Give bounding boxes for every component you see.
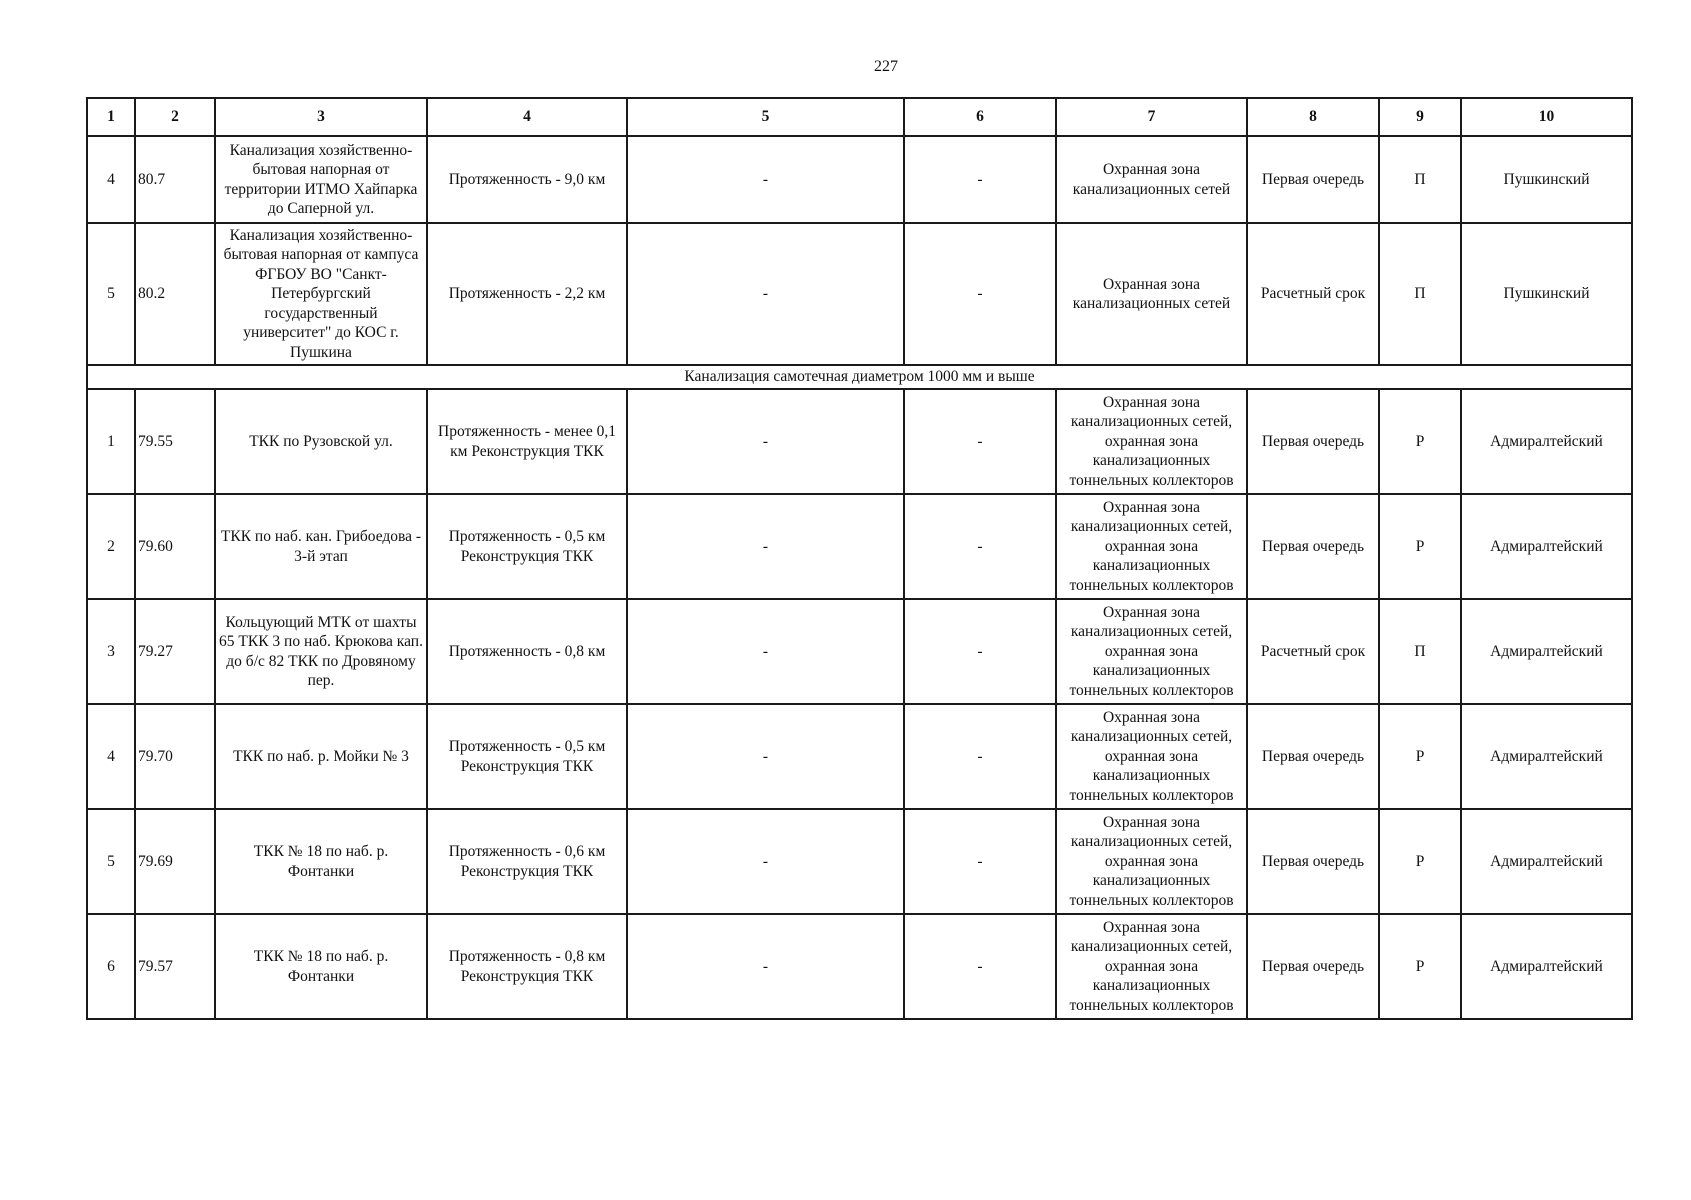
cell-col5: - xyxy=(627,599,904,704)
column-header: 5 xyxy=(627,98,904,136)
cell-type: Р xyxy=(1379,494,1461,599)
cell-col6: - xyxy=(904,389,1056,494)
cell-code: 79.60 xyxy=(135,494,215,599)
table-row xyxy=(87,809,1632,914)
cell-col5: - xyxy=(627,223,904,365)
cell-number: 5 xyxy=(87,809,135,914)
cell-protection-zone: Охранная зона канализационных сетей, охранная зона канализационных тоннельных коллекторов xyxy=(1056,914,1247,1019)
cell-term: Первая очередь xyxy=(1247,494,1379,599)
cell-object-name: ТКК № 18 по наб. р. Фонтанки xyxy=(215,809,427,914)
section-title: Канализация самотечная диаметром 1000 мм и выше xyxy=(87,365,1632,389)
cell-code: 79.55 xyxy=(135,389,215,494)
cell-object-name: Кольцующий МТК от шахты 65 ТКК 3 по наб. Крюкова кап. до б/с 82 ТКК по Дровяному пер. xyxy=(215,599,427,704)
cell-number: 6 xyxy=(87,914,135,1019)
cell-col6: - xyxy=(904,136,1056,223)
header-row xyxy=(87,98,1632,136)
column-header: 6 xyxy=(904,98,1056,136)
cell-term: Первая очередь xyxy=(1247,136,1379,223)
cell-number: 5 xyxy=(87,223,135,365)
cell-object-name: ТКК по наб. кан. Грибоедова - 3-й этап xyxy=(215,494,427,599)
document-table xyxy=(86,97,1633,1020)
cell-col5: - xyxy=(627,809,904,914)
table-row xyxy=(87,914,1632,1019)
cell-col5: - xyxy=(627,136,904,223)
column-header: 4 xyxy=(427,98,627,136)
cell-term: Первая очередь xyxy=(1247,809,1379,914)
cell-number: 4 xyxy=(87,704,135,809)
page-number: 227 xyxy=(874,58,898,75)
cell-col5: - xyxy=(627,389,904,494)
cell-object-name: ТКК по Рузовской ул. xyxy=(215,389,427,494)
column-header: 1 xyxy=(87,98,135,136)
cell-protection-zone: Охранная зона канализационных сетей, охранная зона канализационных тоннельных коллекторов xyxy=(1056,389,1247,494)
cell-parameters: Протяженность - 0,8 км xyxy=(427,599,627,704)
table-row xyxy=(87,494,1632,599)
cell-district: Адмиралтейский xyxy=(1461,914,1632,1019)
cell-number: 4 xyxy=(87,136,135,223)
cell-object-name: Канализация хозяйственно-бытовая напорная от территории ИТМО Хайпарка до Саперной ул. xyxy=(215,136,427,223)
cell-type: П xyxy=(1379,136,1461,223)
table-row xyxy=(87,389,1632,494)
cell-code: 80.7 xyxy=(135,136,215,223)
cell-district: Адмиралтейский xyxy=(1461,704,1632,809)
cell-parameters: Протяженность - 0,6 км Реконструкция ТКК xyxy=(427,809,627,914)
cell-type: П xyxy=(1379,223,1461,365)
cell-protection-zone: Охранная зона канализационных сетей, охранная зона канализационных тоннельных коллекторов xyxy=(1056,809,1247,914)
table-row xyxy=(87,136,1632,223)
cell-protection-zone: Охранная зона канализационных сетей xyxy=(1056,136,1247,223)
cell-protection-zone: Охранная зона канализационных сетей, охранная зона канализационных тоннельных коллекторов xyxy=(1056,704,1247,809)
cell-col6: - xyxy=(904,809,1056,914)
cell-object-name: ТКК по наб. р. Мойки № 3 xyxy=(215,704,427,809)
cell-number: 3 xyxy=(87,599,135,704)
column-header: 8 xyxy=(1247,98,1379,136)
cell-col6: - xyxy=(904,704,1056,809)
cell-term: Первая очередь xyxy=(1247,914,1379,1019)
cell-code: 79.70 xyxy=(135,704,215,809)
cell-col6: - xyxy=(904,223,1056,365)
cell-code: 79.57 xyxy=(135,914,215,1019)
cell-type: Р xyxy=(1379,914,1461,1019)
cell-district: Адмиралтейский xyxy=(1461,809,1632,914)
cell-parameters: Протяженность - 2,2 км xyxy=(427,223,627,365)
table-row xyxy=(87,599,1632,704)
cell-col5: - xyxy=(627,494,904,599)
cell-protection-zone: Охранная зона канализационных сетей xyxy=(1056,223,1247,365)
cell-code: 79.27 xyxy=(135,599,215,704)
cell-parameters: Протяженность - менее 0,1 км Реконструкция ТКК xyxy=(427,389,627,494)
cell-district: Адмиралтейский xyxy=(1461,389,1632,494)
cell-parameters: Протяженность - 0,5 км Реконструкция ТКК xyxy=(427,704,627,809)
cell-object-name: Канализация хозяйственно-бытовая напорная от кампуса ФГБОУ ВО "Санкт-Петербургский государственный университет" до КОС г. Пушкина xyxy=(215,223,427,365)
column-header: 9 xyxy=(1379,98,1461,136)
cell-term: Первая очередь xyxy=(1247,389,1379,494)
cell-code: 79.69 xyxy=(135,809,215,914)
cell-type: П xyxy=(1379,599,1461,704)
cell-parameters: Протяженность - 0,5 км Реконструкция ТКК xyxy=(427,494,627,599)
table-row xyxy=(87,704,1632,809)
cell-type: Р xyxy=(1379,389,1461,494)
column-header: 7 xyxy=(1056,98,1247,136)
cell-col6: - xyxy=(904,494,1056,599)
section-row xyxy=(87,365,1632,389)
cell-parameters: Протяженность - 9,0 км xyxy=(427,136,627,223)
cell-type: Р xyxy=(1379,704,1461,809)
cell-col5: - xyxy=(627,704,904,809)
cell-district: Адмиралтейский xyxy=(1461,494,1632,599)
cell-district: Пушкинский xyxy=(1461,136,1632,223)
column-header: 2 xyxy=(135,98,215,136)
cell-parameters: Протяженность - 0,8 км Реконструкция ТКК xyxy=(427,914,627,1019)
cell-code: 80.2 xyxy=(135,223,215,365)
cell-type: Р xyxy=(1379,809,1461,914)
column-header: 10 xyxy=(1461,98,1632,136)
cell-col5: - xyxy=(627,914,904,1019)
cell-col6: - xyxy=(904,599,1056,704)
cell-term: Расчетный срок xyxy=(1247,599,1379,704)
cell-number: 2 xyxy=(87,494,135,599)
cell-protection-zone: Охранная зона канализационных сетей, охранная зона канализационных тоннельных коллекторов xyxy=(1056,599,1247,704)
column-header: 3 xyxy=(215,98,427,136)
cell-col6: - xyxy=(904,914,1056,1019)
cell-protection-zone: Охранная зона канализационных сетей, охранная зона канализационных тоннельных коллекторов xyxy=(1056,494,1247,599)
cell-district: Адмиралтейский xyxy=(1461,599,1632,704)
cell-term: Расчетный срок xyxy=(1247,223,1379,365)
cell-term: Первая очередь xyxy=(1247,704,1379,809)
cell-district: Пушкинский xyxy=(1461,223,1632,365)
cell-object-name: ТКК № 18 по наб. р. Фонтанки xyxy=(215,914,427,1019)
cell-number: 1 xyxy=(87,389,135,494)
table-row xyxy=(87,223,1632,365)
